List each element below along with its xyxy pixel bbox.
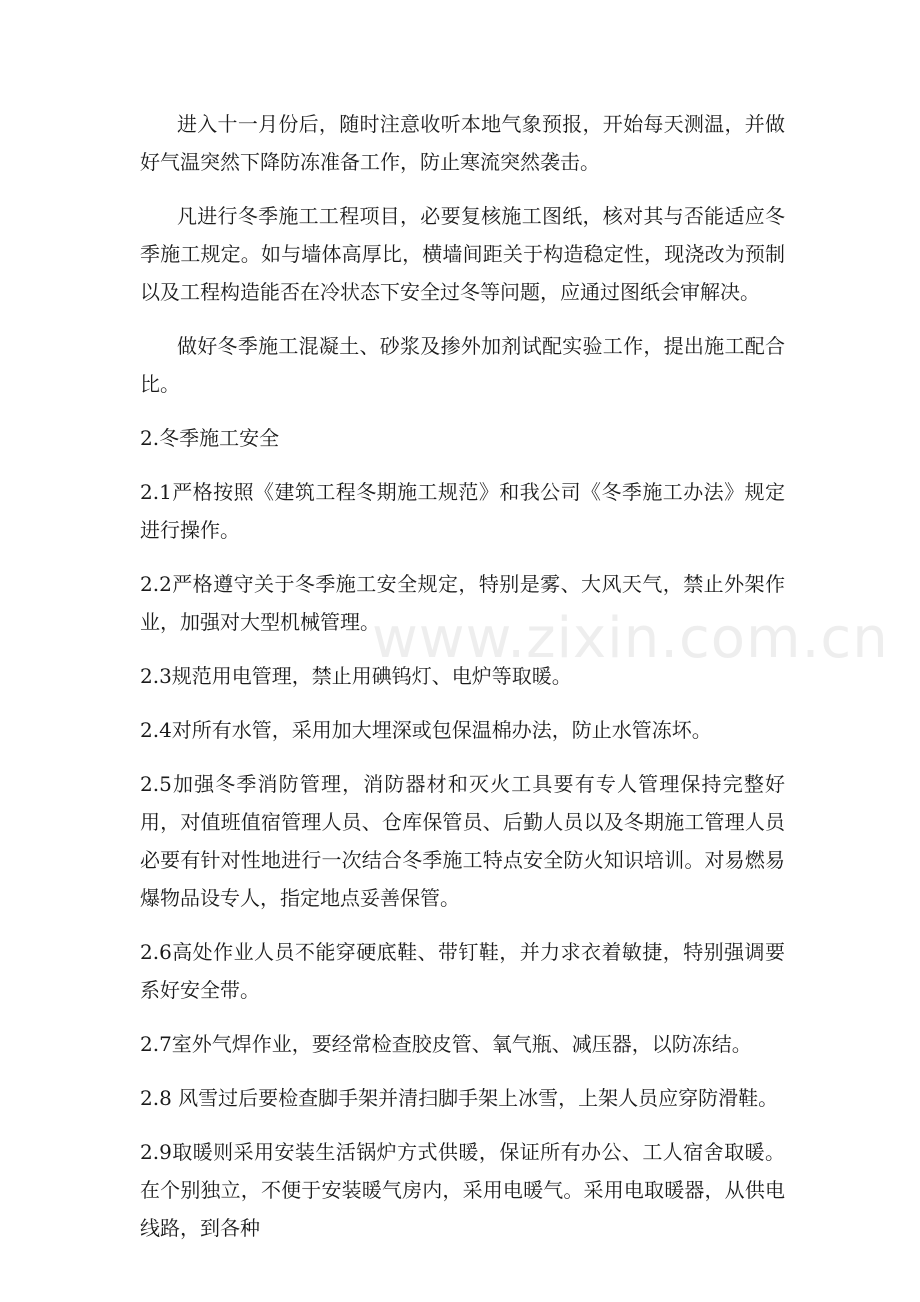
list-item: 2.4对所有水管，采用加大埋深或包保温棉办法，防止水管冻坏。 (140, 718, 712, 742)
list-item: 2.9取暖则采用安装生活锅炉方式供暖，保证所有办公、工人宿舍取暖。在个别独立，不便于安装暖气房内，采用电暖气。采用电取暖器，从供电线路，到各种 (140, 1140, 785, 1240)
list-item: 2.2严格遵守关于冬季施工安全规定，特别是雾、大风天气，禁止外架作业，加强对大型机械管理。 (140, 572, 785, 634)
list-item: 2.3规范用电管理，禁止用碘钨灯、电炉等取暖。 (140, 664, 572, 688)
list-item: 2.7室外气焊作业，要经常检查胶皮管、氧气瓶、减压器，以防冻结。 (140, 1032, 752, 1056)
paragraph-drawing-review: 凡进行冬季施工工程项目，必要复核施工图纸，核对其与否能适应冬季施工规定。如与墙体高厚比，横墙间距关于构造稳定性，现浇改为预制以及工程构造能否在冷状态下安全过冬等问题，应通过图纸会审解决。 (140, 204, 785, 304)
paragraph-mix-trial: 做好冬季施工混凝土、砂浆及掺外加剂试配实验工作，提出施工配合比。 (140, 334, 785, 396)
paragraph-weather-monitoring: 进入十一月份后，随时注意收听本地气象预报，开始每天测温，并做好气温突然下降防冻准备工作，防止寒流突然袭击。 (140, 112, 785, 174)
list-item: 2.8 风雪过后要检查脚手架并清扫脚手架上冰雪，上架人员应穿防滑鞋。 (140, 1086, 779, 1110)
list-item: 2.1严格按照《建筑工程冬期施工规范》和我公司《冬季施工办法》规定进行操作。 (140, 480, 785, 542)
document-body (140, 105, 785, 1263)
list-item: 2.6高处作业人员不能穿硬底鞋、带钉鞋，并力求衣着敏捷，特别强调要系好安全带。 (140, 940, 785, 1002)
list-item: 2.5加强冬季消防管理，消防器材和灭火工具要有专人管理保持完整好用，对值班值宿管理人员、仓库保管员、后勤人员以及冬期施工管理人员必要有针对性地进行一次结合冬季施工特点安全防火知识培训。对易燃易爆物品设专人，指定地点妥善保管。 (140, 772, 785, 910)
section-heading: 2.冬季施工安全 (140, 426, 280, 450)
watermark: www.zixin.com.cn (372, 606, 889, 671)
